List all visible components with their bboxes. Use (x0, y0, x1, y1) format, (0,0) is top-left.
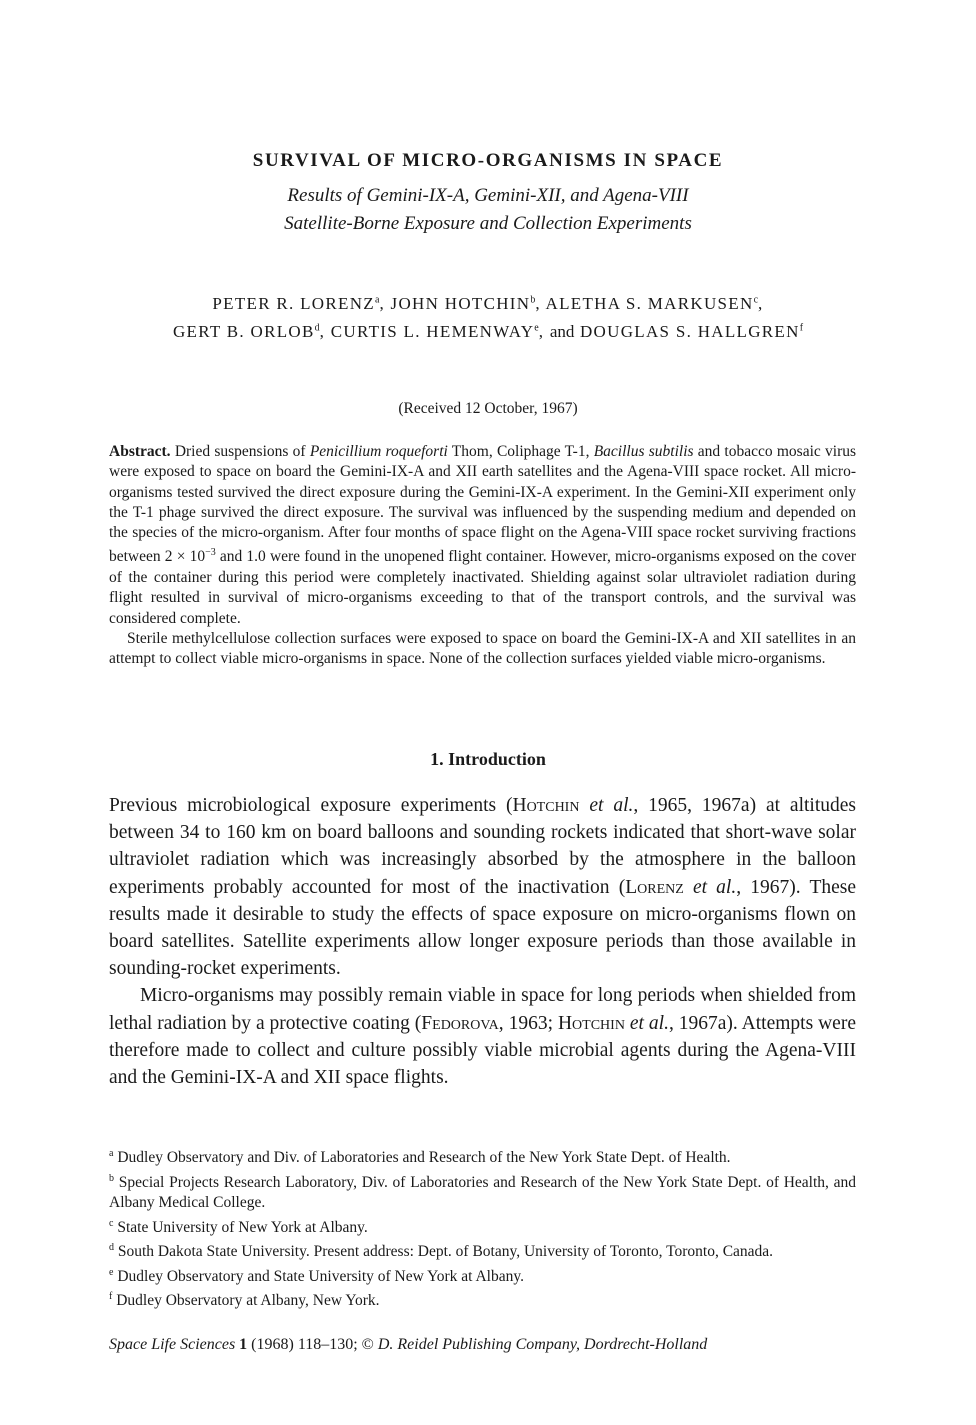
species-name: Penicillium roqueforti (309, 443, 448, 460)
body-text: , 1967). These results made it desirable to study the effects of space exposure on micro-organisms flown on board satellites. Satellite experiments allow longer exposure periods than those available in sounding-rocket experiments. (109, 876, 857, 980)
citation-author: Fedorova (421, 1012, 499, 1034)
affiliation-mark: b (530, 294, 536, 306)
subtitle-line-2: Satellite-Borne Exposure and Collection Experiments (284, 213, 692, 234)
footnote (109, 1144, 856, 1169)
footnote (109, 1214, 856, 1239)
footnote (109, 1287, 856, 1312)
abstract-text: and 1.0 were found in the unopened flight container. However, micro-organisms exposed on the cover of the container during this period were completely inactivated. Shielding against solar ultraviolet radiation during flight resulted in survival of micro-organisms exceeding to that of the transport controls, and the survival was considered complete. (109, 548, 857, 627)
authors-line-2: GERT B. ORLOB$^d$, CURTIS L. HEMENWAY$^e$, and DOUGLAS S. HALLGREN$^f$ (172, 322, 804, 341)
footnote-text: State University of New York at Albany. (117, 1218, 368, 1236)
abstract-paragraph-2: Sterile methylcellulose collection surfaces were exposed to space on board the Gemini-IX-A and XII satellites in an attempt to collect viable micro-organisms in space. None of the collection surfaces yielded viable micro-organisms. (109, 629, 856, 668)
subtitle-line-1: Results of Gemini-IX-A, Gemini-XII, and Agena-VIII (287, 185, 689, 206)
abstract-paragraph-1 (109, 442, 856, 629)
affiliation-mark: e (534, 322, 539, 334)
author-name: JOHN HOTCHIN (390, 294, 531, 313)
exponent: −3 (205, 547, 216, 559)
species-name: Bacillus subtilis (593, 443, 694, 460)
footnote-mark: c (109, 1217, 114, 1229)
received-date: (Received 12 October, 1967) (398, 400, 578, 417)
citation-author: Hotchin (512, 795, 580, 816)
footnote-text: South Dakota State University. Present address: Dept. of Botany, University of Toronto, Toronto, Canada. (117, 1243, 774, 1261)
intro-paragraph-2 (109, 982, 856, 1091)
body-text: , 1965, 1967a) at altitudes between 34 to 160 km on board balloons and sounding rockets indicated that short-wave solar ultraviolet radiation which was increasingly absorbed by the atmosphere in the balloon experiments probably accounted for most of the inactivation ( (109, 795, 856, 898)
citation-author: Lorenz (625, 876, 684, 898)
citation-author: Hotchin (557, 1012, 625, 1034)
affiliation-mark: c (753, 294, 759, 306)
journal-details: (1968) 118–130; © (251, 1336, 374, 1353)
journal-publisher: D. Reidel Publishing Company, Dordrecht-Holland (377, 1336, 708, 1353)
footnote (109, 1169, 856, 1214)
author-name: CURTIS L. HEMENWAY (330, 322, 535, 341)
intro-paragraph-1 (109, 792, 856, 982)
footnote-mark: a (109, 1148, 114, 1159)
abstract-text: Thom, Coliphage T-1, (451, 443, 590, 460)
body-text: Previous microbiological exposure experiments ( (109, 795, 513, 816)
author-name: ALETHA S. MARKUSEN (545, 294, 754, 313)
journal-citation (109, 1336, 856, 1354)
abstract (109, 442, 856, 669)
footnote-text: Dudley Observatory and State University of New York at Albany. (117, 1267, 524, 1285)
footnotes (109, 1144, 856, 1312)
abstract-text: and tobacco mosaic virus were exposed to space on board the Gemini-IX-A and XII earth satellites and the Agena-VIII space rocket. All micro-organisms tested survived the direct exposure during the Gemini-IX-A experiment. In the Gemini-XII experiment only the T-1 phage survived the direct exposure. The survival was influenced by the suspending medium and depended on the species of the micro-organism. After four months of space flight on the Agena-VIII space rocket surviving fractions between 2 × 10 (109, 443, 857, 566)
body-text: Micro-organisms may possibly remain viable in space for long periods when shielded from lethal radiation by a protective coating ( (109, 985, 856, 1034)
footnote-text: Dudley Observatory at Albany, New York. (116, 1292, 380, 1310)
journal-volume: 1 (239, 1336, 248, 1353)
body-text: , 1963; (498, 1012, 558, 1034)
footnote (109, 1263, 856, 1288)
authors-line-1: PETER R. LORENZ$^a$, JOHN HOTCHIN$^b$, ALETHA S. MARKUSEN$^c$, (212, 294, 764, 313)
affiliation-mark: a (374, 294, 380, 306)
footnote-text: Dudley Observatory and Div. of Laboratories and Research of the New York State Dept. of Health. (117, 1149, 731, 1167)
introduction-body (109, 792, 856, 1091)
abstract-text: Dried suspensions of (174, 443, 306, 460)
citation-etal: et al. (629, 1012, 669, 1034)
citation-etal: et al. (589, 795, 634, 816)
footnote-text: Special Projects Research Laboratory, Div. of Laboratories and Research of the New York State Dept. of Health, and Albany Medical College. (109, 1173, 856, 1212)
citation-etal: et al. (692, 876, 737, 898)
abstract-label: Abstract. (109, 443, 171, 460)
affiliation-mark: f (799, 322, 804, 334)
footnote (109, 1238, 856, 1263)
author-name: GERT B. ORLOB (172, 322, 315, 341)
author-conjunction: and (549, 322, 575, 341)
footnote-mark: b (109, 1172, 114, 1184)
author-name: PETER R. LORENZ (212, 294, 375, 313)
paper-title: SURVIVAL OF MICRO-ORGANISMS IN SPACE (252, 150, 724, 171)
section-heading: 1. Introduction (430, 749, 546, 769)
author-name: DOUGLAS S. HALLGREN (579, 322, 800, 341)
affiliation-mark: d (314, 322, 320, 334)
body-text: , 1967a). Attempts were therefore made to collect and culture possibly viable microbial agents during the Agena-VIII and the Gemini-IX-A and XII space flights. (109, 1012, 856, 1089)
journal-name: Space Life Sciences (109, 1336, 236, 1353)
footnote-mark: e (109, 1266, 114, 1278)
footnote-mark: d (109, 1242, 114, 1254)
footnote-mark: f (109, 1291, 113, 1303)
